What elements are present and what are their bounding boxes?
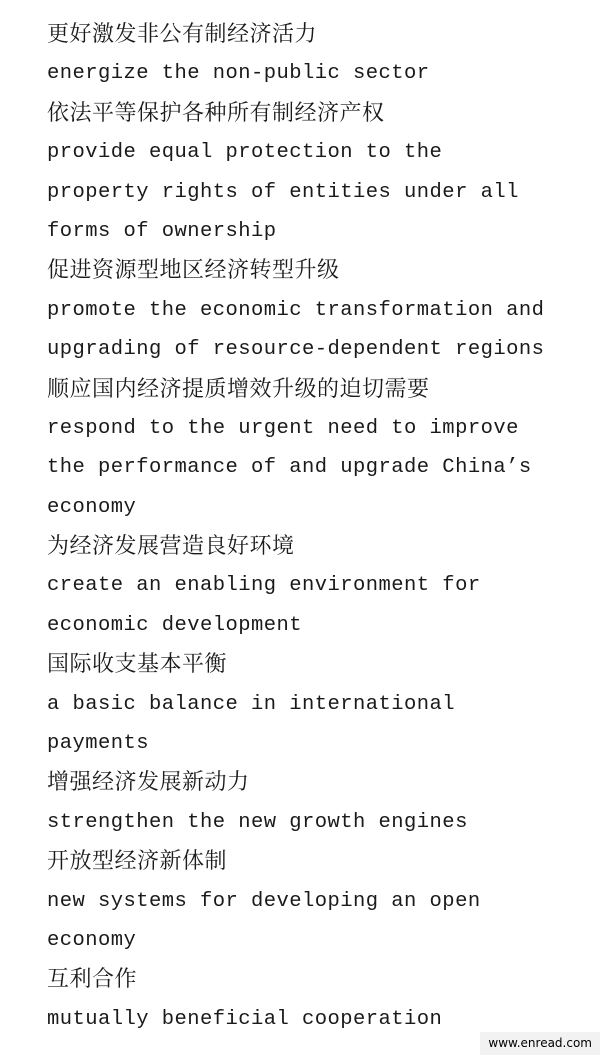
english-translation-line: payments: [47, 732, 150, 756]
english-translation-line: new systems for developing an open: [47, 889, 481, 913]
english-translation-line: energize the non-public sector: [47, 62, 430, 86]
chinese-term: 增强经济发展新动力: [47, 770, 250, 796]
chinese-term: 国际收支基本平衡: [47, 652, 228, 678]
chinese-term: 更好激发非公有制经济活力: [47, 22, 318, 47]
glossary-entry: [47, 645, 590, 763]
english-translation-line: mutually beneficial cooperation: [47, 1007, 443, 1031]
glossary-entry: [47, 94, 590, 252]
english-translation-line: property rights of entities under all: [47, 180, 519, 204]
glossary-entry: [47, 763, 590, 842]
english-translation-line: respond to the urgent need to improve: [47, 416, 519, 440]
glossary-entry: [47, 960, 590, 1039]
glossary-entry: [47, 527, 590, 645]
chinese-term: 促进资源型地区经济转型升级: [47, 258, 340, 284]
chinese-term: 依法平等保护各种所有制经济产权: [47, 100, 385, 126]
chinese-term: 互利合作: [47, 967, 138, 993]
english-translation-line: economy: [47, 495, 137, 519]
chinese-term: 顺应国内经济提质增效升级的迫切需要: [47, 376, 430, 402]
site-watermark: www.enread.com: [480, 1032, 600, 1055]
english-translation-line: a basic balance in international: [47, 692, 456, 716]
glossary-entry: [47, 251, 590, 369]
english-translation-line: strengthen the new growth engines: [47, 810, 468, 834]
english-translation-line: promote the economic transformation and: [47, 298, 545, 322]
english-translation-line: forms of ownership: [47, 219, 277, 243]
english-translation-line: upgrading of resource-dependent regions: [47, 338, 545, 362]
chinese-term: 开放型经济新体制: [47, 849, 228, 875]
english-translation-line: create an enabling environment for: [47, 574, 481, 598]
chinese-term: 为经济发展营造良好环境: [47, 534, 295, 560]
glossary-list: [47, 15, 590, 1039]
glossary-entry: [47, 15, 590, 94]
english-translation-line: provide equal protection to the: [47, 141, 443, 165]
english-translation-line: economic development: [47, 613, 303, 637]
english-translation-line: economy: [47, 928, 137, 952]
glossary-entry: [47, 842, 590, 960]
english-translation-line: the performance of and upgrade China’s: [47, 456, 532, 480]
glossary-entry: [47, 370, 590, 528]
